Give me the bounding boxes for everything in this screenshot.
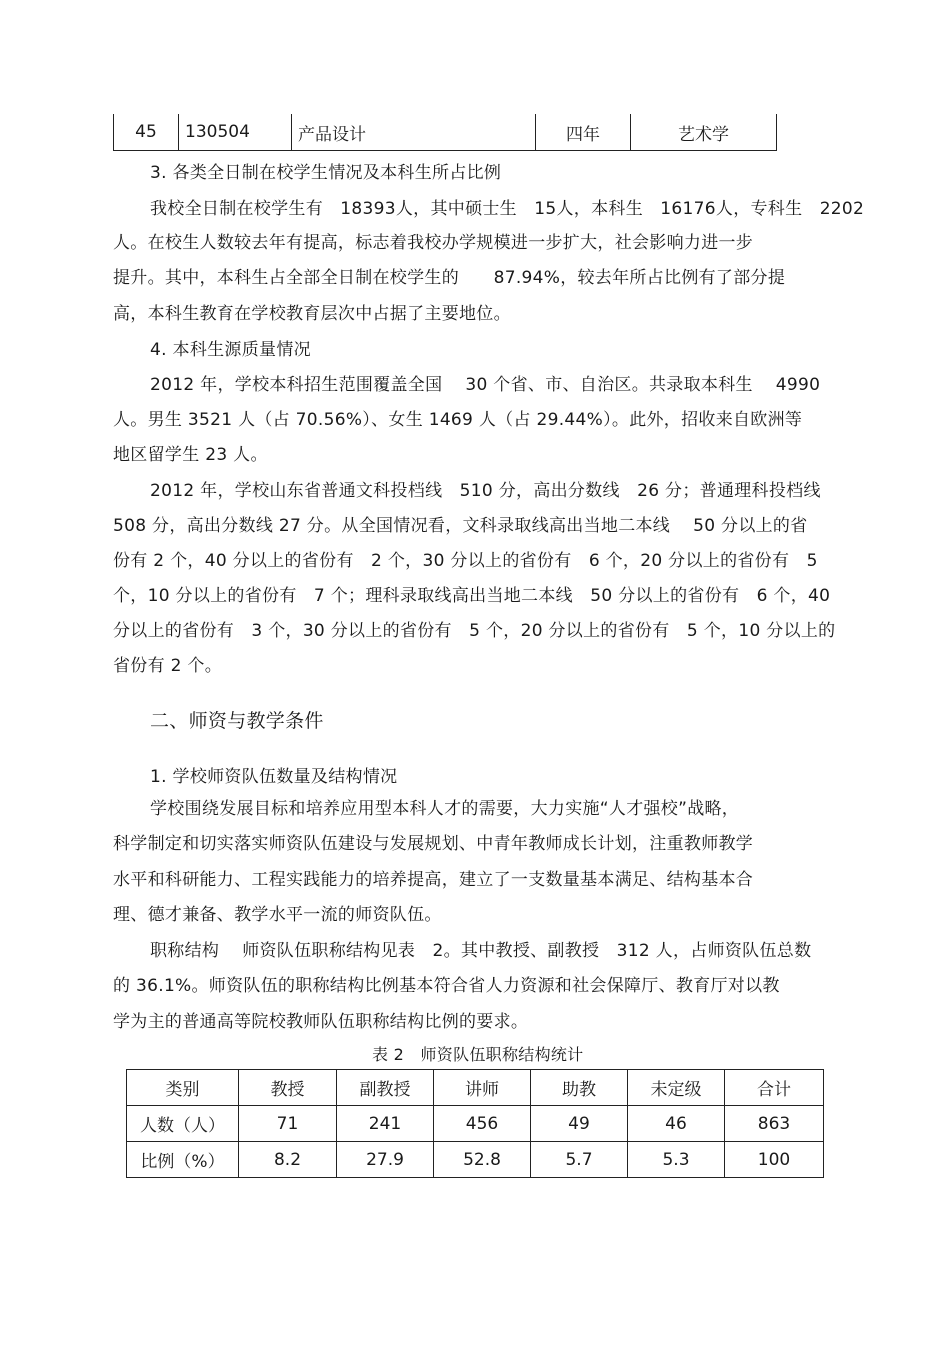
paragraph-line: 水平和科研能力、工程实践能力的培养提高，建立了一支数量基本满足、结构基本合 [113, 870, 754, 890]
subsection-heading: 4. 本科生源质量情况 [150, 340, 311, 360]
column-header: 教授 [239, 1070, 337, 1106]
paragraph-line: 人。男生 3521 人（占 70.56%）、女生 1469 人（占 29.44%）。此外，招收来自欧洲等 [113, 410, 803, 430]
table-cell: 8.2 [239, 1142, 337, 1178]
table-cell: 产品设计 [292, 114, 536, 151]
paragraph-line: 2012 年，学校山东省普通文科投档线 510 分，高出分数线 26 分；普通理科投档线 [150, 481, 821, 501]
paragraph-line: 省份有 2 个。 [113, 656, 223, 676]
table-cell: 46 [628, 1106, 725, 1142]
paragraph-line: 科学制定和切实落实师资队伍建设与发展规划、中青年教师成长计划，注重教师教学 [113, 834, 754, 854]
section-heading: 二、师资与教学条件 [150, 710, 324, 732]
column-header: 类别 [127, 1070, 239, 1106]
row-label: 人数（人） [127, 1106, 239, 1142]
table-cell: 863 [725, 1106, 824, 1142]
table-cell: 艺术学 [631, 114, 777, 151]
column-header: 合计 [725, 1070, 824, 1106]
table-caption: 表 2 师资队伍职称结构统计 [372, 1045, 584, 1064]
table-cell: 241 [337, 1106, 434, 1142]
column-header: 副教授 [337, 1070, 434, 1106]
column-header: 讲师 [434, 1070, 531, 1106]
paragraph-line: 高，本科生教育在学校教育层次中占据了主要地位。 [113, 304, 511, 324]
row-label: 比例（%） [127, 1142, 239, 1178]
paragraph-line: 的 36.1%。师资队伍的职称结构比例基本符合省人力资源和社会保障厅、教育厅对以教 [113, 976, 780, 996]
table-cell: 52.8 [434, 1142, 531, 1178]
paragraph-line: 2012 年，学校本科招生范围覆盖全国 30 个省、市、自治区。共录取本科生 4990 [150, 375, 821, 395]
table-cell: 456 [434, 1106, 531, 1142]
table-cell: 5.3 [628, 1142, 725, 1178]
paragraph-line: 个，10 分以上的省份有 7 个；理科录取线高出当地二本线 50 分以上的省份有 6 个，40 [113, 586, 831, 606]
table-row [127, 1142, 824, 1178]
table-row [127, 1106, 824, 1142]
paragraph-line: 提升。其中，本科生占全部全日制在校学生的 87.94%，较去年所占比例有了部分提 [113, 268, 786, 288]
paragraph-line: 人。在校生人数较去年有提高，标志着我校办学规模进一步扩大，社会影响力进一步 [113, 233, 754, 253]
table-cell: 四年 [536, 114, 631, 151]
table-cell: 5.7 [531, 1142, 628, 1178]
table-cell: 45 [114, 114, 179, 151]
paragraph-line: 理、德才兼备、教学水平一流的师资队伍。 [113, 905, 442, 925]
column-header: 未定级 [628, 1070, 725, 1106]
table-cell: 71 [239, 1106, 337, 1142]
table-cell: 27.9 [337, 1142, 434, 1178]
faculty-title-table [126, 1069, 824, 1178]
paragraph-line: 份有 2 个，40 分以上的省份有 2 个，30 分以上的省份有 6 个，20 分以上的省份有 5 [113, 551, 818, 571]
paragraph-line: 地区留学生 23 人。 [113, 445, 268, 465]
paragraph-line: 学校围绕发展目标和培养应用型本科人才的需要，大力实施“人才强校”战略， [150, 799, 740, 819]
program-table-fragment [113, 114, 777, 151]
paragraph-line: 我校全日制在校学生有 18393人，其中硕士生 15人，本科生 16176人，专科生 2202 [150, 199, 865, 219]
table-row [114, 114, 777, 151]
subsection-heading: 3. 各类全日制在校学生情况及本科生所占比例 [150, 163, 502, 183]
table-cell: 49 [531, 1106, 628, 1142]
table-cell: 130504 [179, 114, 292, 151]
subsection-heading: 1. 学校师资队伍数量及结构情况 [150, 767, 398, 787]
paragraph-line: 508 分，高出分数线 27 分。从全国情况看，文科录取线高出当地二本线 50 分以上的省 [113, 516, 808, 536]
column-header: 助教 [531, 1070, 628, 1106]
paragraph-line: 职称结构 师资队伍职称结构见表 2。其中教授、副教授 312 人，占师资队伍总数 [150, 941, 812, 961]
paragraph-line: 学为主的普通高等院校教师队伍职称结构比例的要求。 [113, 1012, 529, 1032]
table-cell: 100 [725, 1142, 824, 1178]
paragraph-line: 分以上的省份有 3 个，30 分以上的省份有 5 个，20 分以上的省份有 5 个，10 分以上的 [113, 621, 836, 641]
table-header-row [127, 1070, 824, 1106]
